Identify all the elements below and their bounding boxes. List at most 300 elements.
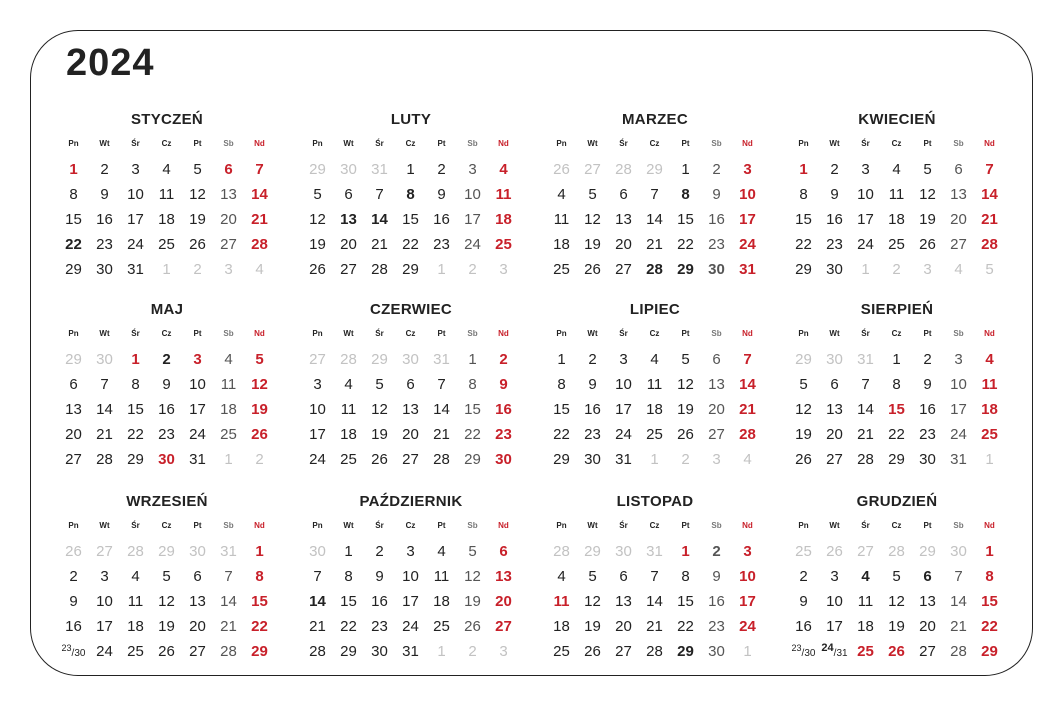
day-cell: 1 <box>255 543 264 560</box>
day-cell: 20 <box>65 426 82 443</box>
weekday-label: Pt <box>437 521 446 530</box>
day-cell: 12 <box>158 593 175 610</box>
day-cell: 15 <box>888 401 905 418</box>
weekday-label: Nd <box>498 329 509 338</box>
day-cell: 29 <box>677 261 694 278</box>
day-cell: 22 <box>888 426 905 443</box>
day-cell: 3 <box>313 376 322 393</box>
day-cell: 18 <box>857 618 874 635</box>
day-cell: 29 <box>795 261 812 278</box>
day-cell: 17 <box>857 211 874 228</box>
day-cell: 17 <box>615 401 632 418</box>
weekday-label: Pt <box>193 521 202 530</box>
day-cell: 5 <box>468 543 477 560</box>
weekday-label: Śr <box>375 139 384 148</box>
weekday-label: Nd <box>498 521 509 530</box>
weekday-label: Pt <box>193 329 202 338</box>
day-cell: 1 <box>437 643 446 660</box>
day-cell: 13 <box>919 593 936 610</box>
day-cell: 15 <box>340 593 357 610</box>
day-cell: 31 <box>371 161 388 178</box>
day-cell: 29 <box>553 451 570 468</box>
weekday-label: Pn <box>556 329 567 338</box>
month-name: CZERWIEC <box>369 301 453 318</box>
weekday-header <box>546 329 764 343</box>
day-cell: 9 <box>923 376 932 393</box>
day-cell: 28 <box>981 236 998 253</box>
day-cell: 13 <box>826 401 843 418</box>
day-cell: 30 <box>189 543 206 560</box>
weekday-label: Sb <box>953 329 964 338</box>
weekday-label: Pt <box>681 521 690 530</box>
day-cell: 30 <box>615 543 632 560</box>
day-cell: 18 <box>888 211 905 228</box>
day-cell: 22 <box>127 426 144 443</box>
day-cell: 28 <box>251 236 268 253</box>
month-name: LISTOPAD <box>616 493 694 510</box>
day-separator: / <box>833 648 837 659</box>
day-cell: 29 <box>371 351 388 368</box>
day-cell: 1 <box>344 543 353 560</box>
day-cell: 14 <box>96 401 113 418</box>
day-cell: 29 <box>309 161 326 178</box>
day-number-secondary: 31 <box>836 648 848 659</box>
day-cell: 21 <box>220 618 237 635</box>
weekday-label: Pt <box>437 329 446 338</box>
day-cell: 17 <box>950 401 967 418</box>
day-cell: 4 <box>255 261 264 278</box>
day-cell: 13 <box>65 401 82 418</box>
day-cell: 9 <box>712 186 721 203</box>
day-cell: 24 <box>189 426 206 443</box>
day-cell: 30 <box>826 261 843 278</box>
day-cell: 1 <box>406 161 415 178</box>
day-cell: 30 <box>584 451 601 468</box>
day-cell: 16 <box>584 401 601 418</box>
weekday-label: Cz <box>405 139 416 148</box>
day-cell: 22 <box>464 426 481 443</box>
day-cell: 16 <box>919 401 936 418</box>
day-cell: 7 <box>224 568 233 585</box>
weekday-label: Śr <box>619 329 628 338</box>
weekday-label: Wt <box>829 139 840 148</box>
day-cell: 8 <box>344 568 353 585</box>
day-cell: 4 <box>437 543 446 560</box>
day-cell: 18 <box>127 618 144 635</box>
day-cell: 29 <box>464 451 481 468</box>
day-cell: 10 <box>96 593 113 610</box>
day-cell: 28 <box>371 261 388 278</box>
day-cell: 29 <box>919 543 936 560</box>
day-cell: 11 <box>553 211 570 228</box>
weekday-label: Nd <box>742 139 753 148</box>
day-cell: 1 <box>681 161 690 178</box>
day-cell: 8 <box>557 376 566 393</box>
month-2 <box>302 110 520 283</box>
day-cell: 2 <box>588 351 597 368</box>
day-cell: 20 <box>189 618 206 635</box>
day-cell: 10 <box>739 186 756 203</box>
day-cell: 6 <box>619 186 628 203</box>
day-cell: 2 <box>255 451 264 468</box>
day-cell: 2 <box>468 261 477 278</box>
weekday-label: Wt <box>99 521 110 530</box>
day-cell: 26 <box>464 618 481 635</box>
day-cell: 23 <box>708 236 725 253</box>
day-cell: 20 <box>919 618 936 635</box>
day-cell: 26 <box>189 236 206 253</box>
day-cell: 25 <box>981 426 998 443</box>
day-cell: 1 <box>985 451 994 468</box>
day-cell: 30 <box>402 351 419 368</box>
day-cell: 7 <box>375 186 384 203</box>
day-cell: 18 <box>220 401 237 418</box>
day-cell: 19 <box>464 593 481 610</box>
weekday-label: Cz <box>405 521 416 530</box>
day-cell: 26 <box>309 261 326 278</box>
day-cell: 27 <box>615 643 632 660</box>
weekday-label: Nd <box>984 521 995 530</box>
day-cell: 5 <box>375 376 384 393</box>
day-cell: 20 <box>615 618 632 635</box>
day-cell: 29 <box>158 543 175 560</box>
day-cell: 9 <box>100 186 109 203</box>
day-cell: 11 <box>127 593 144 610</box>
day-cell: 25 <box>220 426 237 443</box>
day-cell: 21 <box>981 211 998 228</box>
day-cell: 6 <box>193 568 202 585</box>
day-cell: 8 <box>468 376 477 393</box>
day-cell: 24 <box>127 236 144 253</box>
day-cell: 6 <box>406 376 415 393</box>
weekday-label: Śr <box>619 521 628 530</box>
month-4 <box>788 110 1006 283</box>
day-cell: 27 <box>919 643 936 660</box>
month-name: WRZESIEŃ <box>126 493 208 510</box>
day-cell: 4 <box>224 351 233 368</box>
day-cell: 3 <box>923 261 932 278</box>
day-cell: 31 <box>189 451 206 468</box>
day-cell: 16 <box>371 593 388 610</box>
day-cell: 8 <box>892 376 901 393</box>
month-name: KWIECIEŃ <box>858 111 936 128</box>
day-cell: 22 <box>677 618 694 635</box>
day-cell: 15 <box>981 593 998 610</box>
day-cell: 27 <box>495 618 512 635</box>
day-cell: 29 <box>340 643 357 660</box>
day-cell: 7 <box>313 568 322 585</box>
day-cell: 24 <box>739 236 756 253</box>
day-cell: 4 <box>892 161 901 178</box>
day-cell: 8 <box>406 186 415 203</box>
day-cell: 24 <box>464 236 481 253</box>
day-cell: 28 <box>646 643 663 660</box>
day-cell: 17 <box>309 426 326 443</box>
day-cell: 26 <box>158 643 175 660</box>
weekday-label: Pn <box>68 329 79 338</box>
day-cell: 15 <box>127 401 144 418</box>
day-cell: 15 <box>251 593 268 610</box>
weekday-header <box>302 521 520 535</box>
day-cell: 21 <box>371 236 388 253</box>
day-cell: 16 <box>433 211 450 228</box>
day-cell: 16 <box>795 618 812 635</box>
day-cell: 14 <box>433 401 450 418</box>
day-cell: 11 <box>888 186 905 203</box>
weekday-label: Sb <box>223 329 234 338</box>
day-cell: 21 <box>309 618 326 635</box>
weekday-label: Pn <box>556 139 567 148</box>
day-cell: 7 <box>954 568 963 585</box>
day-cell: 11 <box>433 568 450 585</box>
day-cell: 1 <box>437 261 446 278</box>
weekday-label: Pn <box>312 139 323 148</box>
day-cell: 6 <box>69 376 78 393</box>
day-cell: 17 <box>96 618 113 635</box>
day-cell: 4 <box>743 451 752 468</box>
weekday-header <box>788 329 1006 343</box>
day-cell: 28 <box>950 643 967 660</box>
day-cell: 22 <box>981 618 998 635</box>
day-cell: 4 <box>131 568 140 585</box>
day-cell: 3 <box>224 261 233 278</box>
weekday-header <box>58 139 276 153</box>
month-6 <box>302 300 520 473</box>
day-cell: 9 <box>830 186 839 203</box>
weekday-label: Pt <box>923 139 932 148</box>
day-number: 24 <box>821 642 834 654</box>
weekday-label: Cz <box>161 329 172 338</box>
day-cell: 26 <box>553 161 570 178</box>
day-cell: 28 <box>888 543 905 560</box>
day-cell: 19 <box>158 618 175 635</box>
day-cell: 20 <box>220 211 237 228</box>
day-cell: 3 <box>861 161 870 178</box>
day-cell: 5 <box>985 261 994 278</box>
day-cell: 14 <box>251 186 268 203</box>
day-cell: 10 <box>127 186 144 203</box>
month-1 <box>58 110 276 283</box>
weekday-header <box>546 139 764 153</box>
day-cell: 12 <box>584 593 601 610</box>
weekday-label: Pn <box>312 329 323 338</box>
day-cell: 11 <box>981 376 998 393</box>
day-cell: 2 <box>499 351 508 368</box>
day-cell: 26 <box>919 236 936 253</box>
day-cell: 20 <box>826 426 843 443</box>
day-cell: 2 <box>712 543 721 560</box>
weekday-label: Nd <box>254 139 265 148</box>
day-cell: 11 <box>340 401 357 418</box>
day-cell: 1 <box>650 451 659 468</box>
day-cell: 19 <box>919 211 936 228</box>
day-cell: 3 <box>954 351 963 368</box>
day-cell: 18 <box>553 618 570 635</box>
weekday-label: Cz <box>891 139 902 148</box>
day-cell: 4 <box>162 161 171 178</box>
weekday-label: Pn <box>798 521 809 530</box>
day-cell: 31 <box>402 643 419 660</box>
day-cell: 2 <box>100 161 109 178</box>
month-name: MAJ <box>150 301 184 318</box>
month-name: SIERPIEŃ <box>860 301 934 318</box>
weekday-header <box>302 139 520 153</box>
day-cell: 31 <box>127 261 144 278</box>
day-cell: 16 <box>826 211 843 228</box>
day-cell: 19 <box>677 401 694 418</box>
day-cell: 30 <box>919 451 936 468</box>
day-cell: 13 <box>615 211 632 228</box>
day-cell: 21 <box>857 426 874 443</box>
year-title: 2024 <box>66 42 155 84</box>
weekday-header <box>546 521 764 535</box>
day-cell: 12 <box>677 376 694 393</box>
day-cell: 21 <box>950 618 967 635</box>
day-cell: 10 <box>309 401 326 418</box>
day-cell: 13 <box>708 376 725 393</box>
weekday-label: Wt <box>829 521 840 530</box>
day-cell: 29 <box>981 643 998 660</box>
day-number-secondary: 30 <box>804 648 816 659</box>
day-cell: 5 <box>313 186 322 203</box>
day-cell: 23 <box>708 618 725 635</box>
day-cell: 12 <box>919 186 936 203</box>
day-cell: 29 <box>402 261 419 278</box>
day-cell: 12 <box>888 593 905 610</box>
day-cell: 2 <box>69 568 78 585</box>
day-cell: 20 <box>402 426 419 443</box>
month-name: MARZEC <box>622 111 688 128</box>
day-cell: 7 <box>743 351 752 368</box>
weekday-label: Wt <box>99 329 110 338</box>
day-cell: 29 <box>888 451 905 468</box>
day-cell: 16 <box>65 618 82 635</box>
day-cell: 31 <box>646 543 663 560</box>
day-cell: 29 <box>584 543 601 560</box>
day-cell: 1 <box>131 351 140 368</box>
day-cell: 13 <box>189 593 206 610</box>
day-cell: 1 <box>557 351 566 368</box>
day-cell: 1 <box>224 451 233 468</box>
day-cell: 21 <box>96 426 113 443</box>
day-cell: 27 <box>309 351 326 368</box>
day-cell: 12 <box>795 401 812 418</box>
weekday-label: Wt <box>343 139 354 148</box>
day-cell: 21 <box>251 211 268 228</box>
weekday-label: Pn <box>68 139 79 148</box>
day-cell: 10 <box>615 376 632 393</box>
weekday-header <box>302 329 520 343</box>
day-cell: 19 <box>584 236 601 253</box>
day-cell: 24 <box>96 643 113 660</box>
weekday-label: Cz <box>161 139 172 148</box>
day-cell: 11 <box>158 186 175 203</box>
weekday-label: Pn <box>68 521 79 530</box>
day-cell: 30 <box>950 543 967 560</box>
day-cell: 4 <box>954 261 963 278</box>
day-cell: 29 <box>65 351 82 368</box>
day-cell: 16 <box>708 593 725 610</box>
day-number: 23 <box>61 643 72 653</box>
day-cell: 30 <box>708 261 725 278</box>
day-cell <box>819 640 850 664</box>
weekday-label: Pn <box>556 521 567 530</box>
day-cell: 25 <box>888 236 905 253</box>
day-cell: 3 <box>743 543 752 560</box>
month-5 <box>58 300 276 473</box>
day-cell: 25 <box>795 543 812 560</box>
day-cell: 26 <box>826 543 843 560</box>
day-cell: 17 <box>464 211 481 228</box>
day-cell: 30 <box>96 351 113 368</box>
weekday-label: Sb <box>467 521 478 530</box>
day-cell: 5 <box>588 568 597 585</box>
day-cell: 2 <box>830 161 839 178</box>
day-cell: 16 <box>495 401 512 418</box>
day-cell: 18 <box>553 236 570 253</box>
day-cell: 10 <box>826 593 843 610</box>
day-cell: 27 <box>220 236 237 253</box>
day-cell: 23 <box>919 426 936 443</box>
day-cell: 27 <box>615 261 632 278</box>
day-cell: 5 <box>892 568 901 585</box>
day-cell: 5 <box>193 161 202 178</box>
weekday-label: Śr <box>619 139 628 148</box>
weekday-label: Sb <box>953 139 964 148</box>
day-cell: 3 <box>619 351 628 368</box>
day-cell: 14 <box>220 593 237 610</box>
day-cell: 6 <box>954 161 963 178</box>
day-cell: 6 <box>923 568 932 585</box>
day-cell: 17 <box>826 618 843 635</box>
day-cell: 23 <box>495 426 512 443</box>
day-cell: 3 <box>468 161 477 178</box>
day-cell: 10 <box>464 186 481 203</box>
weekday-label: Nd <box>742 521 753 530</box>
day-cell: 20 <box>708 401 725 418</box>
day-cell: 4 <box>861 568 870 585</box>
weekday-label: Nd <box>254 329 265 338</box>
day-cell: 24 <box>309 451 326 468</box>
day-cell: 22 <box>553 426 570 443</box>
day-cell: 24 <box>402 618 419 635</box>
day-cell: 8 <box>681 186 690 203</box>
day-cell: 19 <box>584 618 601 635</box>
day-number-secondary: 30 <box>74 648 86 659</box>
day-cell: 3 <box>499 261 508 278</box>
weekday-label: Pt <box>923 329 932 338</box>
day-cell: 2 <box>892 261 901 278</box>
day-cell: 2 <box>193 261 202 278</box>
day-cell: 5 <box>681 351 690 368</box>
day-cell: 13 <box>340 211 357 228</box>
day-cell: 20 <box>340 236 357 253</box>
day-cell: 17 <box>127 211 144 228</box>
weekday-label: Wt <box>587 329 598 338</box>
day-cell: 2 <box>712 161 721 178</box>
month-9 <box>58 492 276 665</box>
day-cell: 2 <box>799 568 808 585</box>
day-cell: 9 <box>69 593 78 610</box>
weekday-label: Pt <box>193 139 202 148</box>
weekday-label: Sb <box>223 139 234 148</box>
day-cell: 6 <box>499 543 508 560</box>
day-cell: 4 <box>985 351 994 368</box>
day-cell: 22 <box>677 236 694 253</box>
day-cell: 24 <box>615 426 632 443</box>
weekday-label: Nd <box>984 139 995 148</box>
day-cell: 19 <box>309 236 326 253</box>
